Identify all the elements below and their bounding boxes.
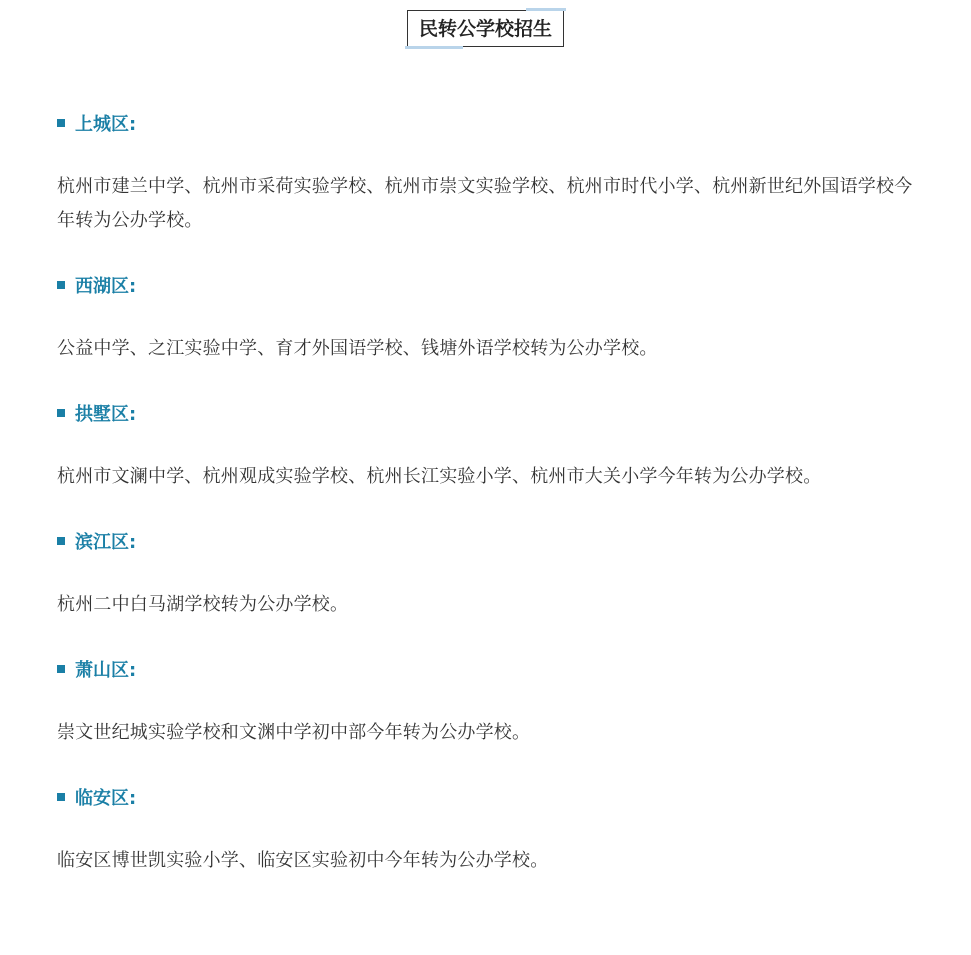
square-bullet-icon <box>57 119 65 127</box>
section-gongshu <box>57 394 917 494</box>
district-name: 萧山区: <box>75 660 137 681</box>
district-schools-text: 杭州市建兰中学、杭州市采荷实验学校、杭州市崇文实验学校、杭州市时代小学、杭州新世纪外国语学校今年转为公办学校。 <box>57 176 913 231</box>
district-schools-text: 公益中学、之江实验中学、育才外国语学校、钱塘外语学校转为公办学校。 <box>57 338 658 359</box>
district-name: 上城区: <box>75 114 137 135</box>
district-heading <box>57 778 917 816</box>
title-decoration-top-right <box>526 8 566 11</box>
district-schools-text: 临安区博世凯实验小学、临安区实验初中今年转为公办学校。 <box>57 850 549 871</box>
article-content <box>57 104 917 906</box>
district-schools-text: 崇文世纪城实验学校和文渊中学初中部今年转为公办学校。 <box>57 722 531 743</box>
square-bullet-icon <box>57 665 65 673</box>
district-schools-text: 杭州二中白马湖学校转为公办学校。 <box>57 594 349 615</box>
section-binjiang <box>57 522 917 622</box>
section-shangcheng <box>57 104 917 238</box>
section-xihu <box>57 266 917 366</box>
district-heading <box>57 104 917 142</box>
district-heading <box>57 650 917 688</box>
district-heading <box>57 266 917 304</box>
district-heading <box>57 522 917 560</box>
page-title: 民转公学校招生 <box>418 18 552 40</box>
title-decoration-bottom-left <box>405 46 463 49</box>
district-heading <box>57 394 917 432</box>
section-linan <box>57 778 917 878</box>
district-name: 西湖区: <box>75 276 137 297</box>
title-wrapper <box>0 10 971 47</box>
district-name: 拱墅区: <box>75 404 137 425</box>
square-bullet-icon <box>57 281 65 289</box>
section-xiaoshan <box>57 650 917 750</box>
square-bullet-icon <box>57 409 65 417</box>
district-schools-text: 杭州市文澜中学、杭州观成实验学校、杭州长江实验小学、杭州市大关小学今年转为公办学校。 <box>57 466 822 487</box>
square-bullet-icon <box>57 793 65 801</box>
page-title-box <box>407 10 564 47</box>
district-name: 滨江区: <box>75 532 137 553</box>
square-bullet-icon <box>57 537 65 545</box>
district-name: 临安区: <box>75 788 137 809</box>
